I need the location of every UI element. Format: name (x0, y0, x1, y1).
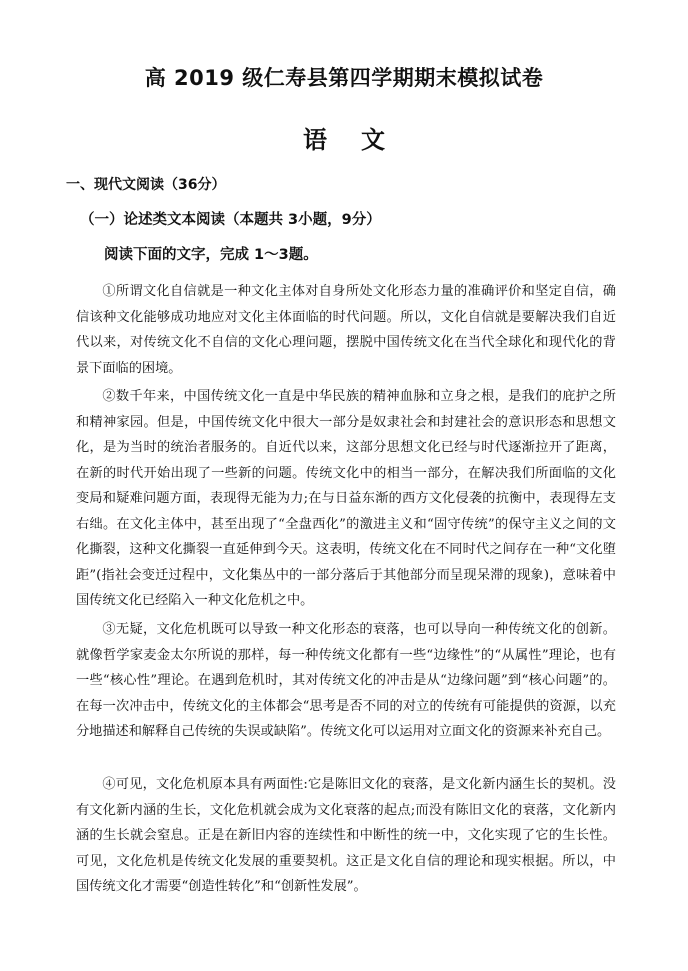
section-heading: 一、现代文阅读（36分） (66, 177, 226, 193)
paragraph-1: ①所谓文化自信就是一种文化主体对自身所处文化形态力量的准确评价和坚定自信，确信该种文化能够成功地应对文化主体面临的时代问题。所以，文化自信就是要解决我们自近代以来，对传统文化不自信的文化心理问题，摆脱中国传统文化在当代全球化和现代化的背景下面临的困境。 (76, 284, 616, 376)
paragraph-4: ④可见，文化危机原本具有两面性:它是陈旧文化的衰落，是文化新内涵生长的契机。没有文化新内涵的生长，文化危机就会成为文化衰落的起点;而没有陈旧文化的衰落，文化新内涵的生长就会窒息。正是在新旧内容的连续性和中断性的统一中，文化实现了它的生长性。可见，文化危机是传统文化发展的重要契机。这正是文化自信的理论和现实根据。所以，中国传统文化才需要“创造性转化”和“创新性发展”。 (76, 777, 616, 894)
exam-title: 高 2019 级仁寿县第四学期期末模拟试卷 (144, 66, 544, 90)
subsection-heading: （一）论述类文本阅读（本题共 3小题，9分） (80, 212, 381, 228)
paragraph-3: ③无疑，文化危机既可以导致一种文化形态的衰落，也可以导向一种传统文化的创新。就像哲学家麦金太尔所说的那样，每一种传统文化都有一些“边缘性”的“从属性”理论，也有一些“核心性”理论。在遇到危机时，其对传统文化的冲击是从“边缘问题”到“核心问题”的。在每一次冲击中，传统文化的主体都会“思考是否不同的对立的传统有可能提供的资源，以充分地描述和解释自己传统的失误或缺陷”。传统文化可以运用对立面文化的资源来补充自己。 (76, 622, 616, 739)
reading-instruction: 阅读下面的文字，完成 1～3题。 (104, 247, 318, 263)
paragraph-2: ②数千年来，中国传统文化一直是中华民族的精神血脉和立身之根，是我们的庇护之所和精神家园。但是，中国传统文化中很大一部分是奴隶社会和封建社会的意识形态和思想文化，是为当时的统治者服务的。自近代以来，这部分思想文化已经与时代逐渐拉开了距离，在新的时代开始出现了一些新的问题。传统文化中的相当一部分，在解决我们所面临的文化变局和疑难问题方面，表现得无能为力;在与日益东渐的西方文化侵袭的抗衡中，表现得左支右绌。在文化主体中，甚至出现了“全盘西化”的激进主义和“固守传统”的保守主义之间的文化撕裂，这种文化撕裂一直延伸到今天。这表明，传统文化在不同时代之间存在一种“文化堕距”(指社会变迁过程中，文化集丛中的一部分落后于其他部分而呈现呆滞的现象)，意味着中国传统文化已经陷入一种文化危机之中。 (76, 389, 616, 608)
subject-heading: 语文 (303, 126, 419, 154)
